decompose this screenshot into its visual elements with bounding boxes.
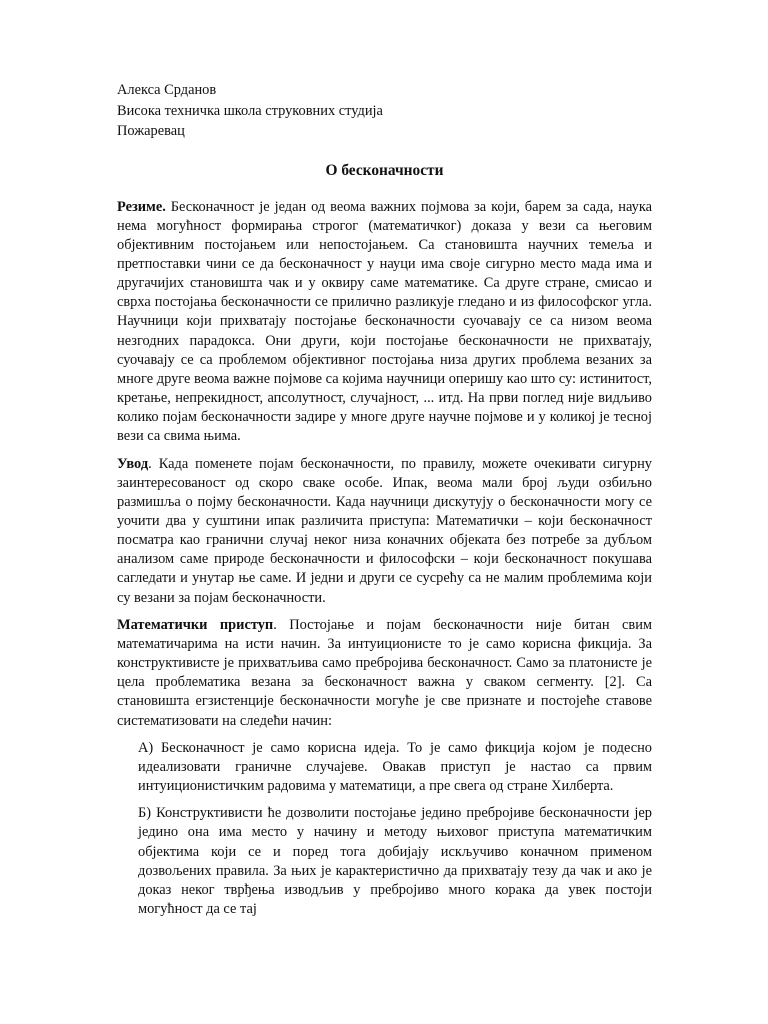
- author-city: Пожаревац: [117, 123, 185, 139]
- abstract-paragraph: [117, 198, 652, 447]
- abstract-text: Бесконачност је један од веома важних појмова за који, барем за сада, наука нема могућност формирања строгог (математичког) доказа у вези са његовим објективним постојањем или непостојањем. Са становишта научних темеља и претпоставки чини се да бесконачност у науци има своје сигурно место мада има и другачијих становишта чак и у оквиру саме математике. Са друге стране, смисао и сврха постојања бесконачности се прилично разликује гледано и из философског угла. Научници који прихватају постојање бесконачности суочавају се са низом веома незгодних парадокса. Они други, који постојање бесконачности не прихватају, суочавају се са проблемом објективног постојања низа других проблема везаних за многе друге веома важне појмове са којима научници оперишу као што су: истинитост, кретање, непрекидност, апсолутност, случајност, ... итд. На први поглед није видљиво колико појам бесконачности задире у многе друге научне појмове и у коликој је тесној вези са свима њима.: [117, 198, 652, 445]
- introduction-text: . Када поменете појам бесконачности, по правилу, можете очекивати сигурну заинтересованост од скоро сваке особе. Ипак, веома мали број људи озбиљно размишља о појму бесконачности. Када научници дискутују о бесконачности могу се уочити два у суштини ипак различита приступа: Математички – који бесконачност посматра као гранични случај неког низа коначних објеката без потребе за дубљом анализом саме природе бесконачности и философски – који бесконачност покушава сагледати и унутар ње саме. И једни и други се сусрећу са не малим проблемима који су везани за појам бесконачности.: [117, 455, 652, 606]
- document-title: О бесконачности: [325, 161, 444, 179]
- list-item-b: Б) Конструктивисти ће дозволити постојање једино пребројиве бесконачности јер једино она има место у начину и методу њиховог приступа математичким објектима који се и поред тога добијају искључиво коначном применом дозвољених правила. За њих је карактеристично да прихватају тезу да чак и ако је доказ неког тврђења изводљив у пребројиво много корака да увек постоји могућност да се тај: [138, 805, 652, 917]
- mathematical-approach-heading: Математички приступ: [117, 616, 274, 633]
- introduction-paragraph: [117, 455, 652, 608]
- mathematical-approach-paragraph: [117, 616, 652, 731]
- abstract-heading: Резиме.: [117, 198, 166, 215]
- document-page: [117, 80, 652, 927]
- introduction-heading: Увод: [117, 455, 149, 472]
- author-block: [117, 80, 652, 142]
- mathematical-approach-text: . Постојање и појам бесконачности није битан свим математичарима на исти начин. За интуиционисте то је само корисна фикција. За конструктивисте је прихватљива само пребројива бесконачност. Само за платонисте је цела проблематика везана за бесконачност важна у сваком сегменту. [2]. Са становишта егзистенције бесконачности могуће је све признате и постојеће ставове систематизовати на следећи начин:: [117, 616, 652, 729]
- author-institution: Висока техничка школа струковних студија: [117, 102, 383, 119]
- author-name: Алекса Срданов: [117, 82, 217, 98]
- list-item-a: А) Бесконачност је само корисна идеја. То је само фикција којом је подесно идеализовати граничне случајеве. Овакав приступ је настао са првим интуиционистичким радовима у математици, а пре свега од стране Хилберта.: [138, 739, 652, 795]
